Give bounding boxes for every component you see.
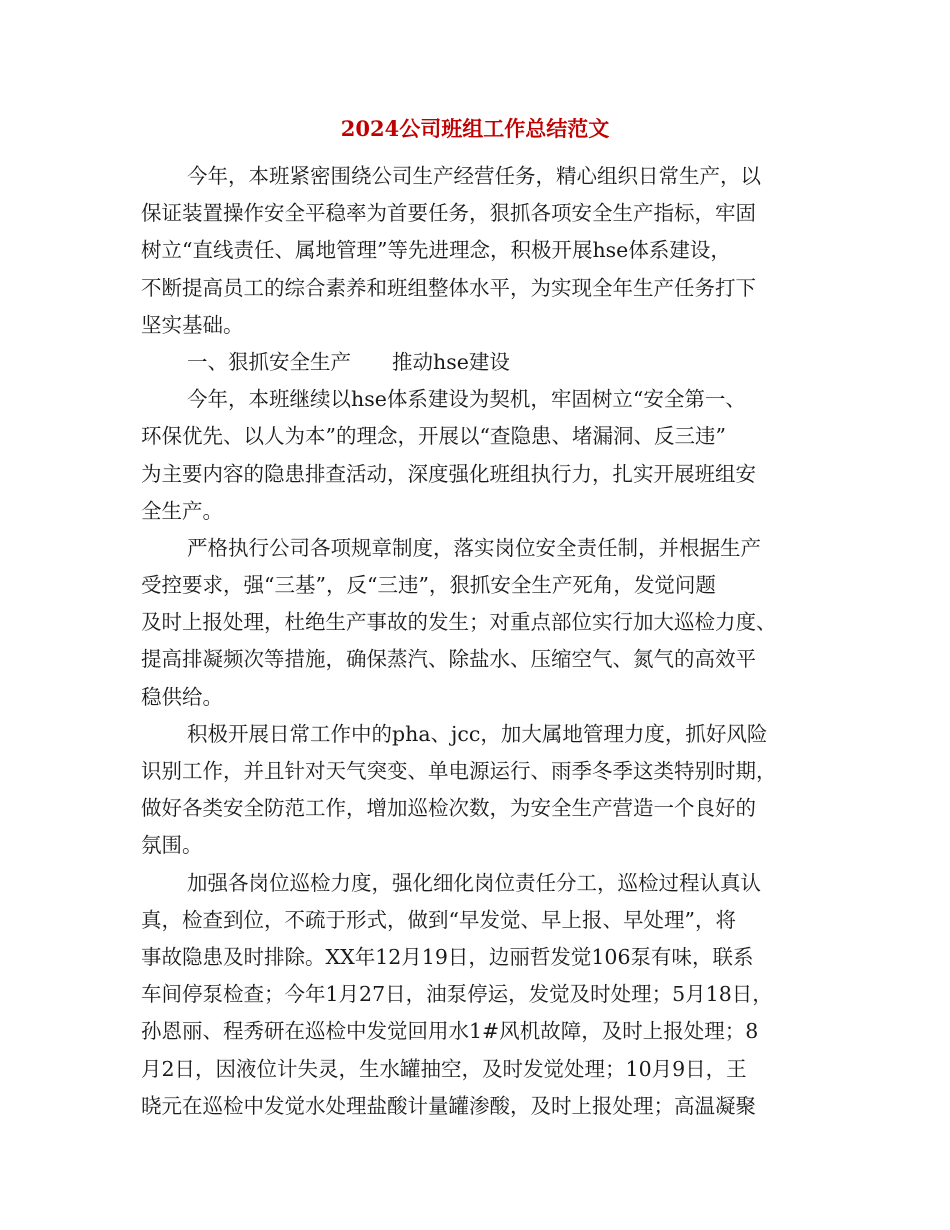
text-line: 今年，本班继续以hse体系建设为契机，牢固树立“安全第一、 [187,387,746,412]
text-line: 提高排凝频次等措施，确保蒸汽、除盐水、压缩空气、氮气的高效平 [141,647,756,672]
text-line: 及时上报处理，杜绝生产事故的发生；对重点部位实行加大巡检力度、 [141,610,777,635]
document-body [141,158,821,1125]
text-line: 一、狠抓安全生产 推动hse建设 [187,349,510,374]
text-line: 不断提高员工的综合素养和班组整体水平，为实现全年生产任务打下 [141,275,756,300]
paragraph [141,381,821,530]
text-line: 稳供给。 [141,684,223,709]
paragraph [141,716,821,865]
text-line: 月2日，因液位计失灵，生水罐抽空，及时发觉处理；10月9日，王 [141,1056,747,1081]
text-line: 树立“直线责任、属地管理”等先进理念，积极开展hse体系建设， [141,238,731,263]
text-line: 积极开展日常工作中的pha、jcc，加大属地管理力度，抓好风险 [187,721,768,746]
text-line: 真，检查到位，不疏于形式，做到“早发觉、早上报、早处理”，将 [141,907,736,932]
text-line: 车间停泵检查；今年1月27日，油泵停运，发觉及时处理；5月18日， [141,982,773,1007]
text-line: 坚实基础。 [141,312,244,337]
text-line: 受控要求，强“三基”，反“三违”，狠抓安全生产死角，发觉问题 [141,573,716,598]
document-title: 2024公司班组工作总结范文 [340,116,610,141]
paragraph [141,158,821,344]
paragraph [141,344,821,381]
paragraph [141,530,821,716]
text-line: 全生产。 [141,498,223,523]
text-line: 氛围。 [141,833,203,858]
text-line: 今年，本班紧密围绕公司生产经营任务，精心组织日常生产，以 [187,164,761,188]
text-line: 识别工作，并且针对天气突变、单电源运行、雨季冬季这类特别时期， [141,759,777,783]
text-line: 为主要内容的隐患排查活动，深度强化班组执行力，扎实开展班组安 [141,461,756,486]
text-line: 晓元在巡检中发觉水处理盐酸计量罐渗酸，及时上报处理；高温凝聚 [141,1093,756,1118]
text-line: 事故隐患及时排除。XX年12月19日，边丽哲发觉106泵有味，联系 [141,944,754,969]
text-line: 保证装置操作安全平稳率为首要任务，狠抓各项安全生产指标，牢固 [141,201,756,226]
paragraph [141,865,821,1125]
text-line: 做好各类安全防范工作，增加巡检次数，为安全生产营造一个良好的 [141,796,756,821]
text-line: 严格执行公司各项规章制度，落实岗位安全责任制，并根据生产 [187,535,761,560]
text-line: 孙恩丽、程秀研在巡检中发觉回用水1#风机故障，及时上报处理；8 [141,1019,759,1044]
text-line: 环保优先、以人为本”的理念，开展以“查隐患、堵漏洞、反三违” [141,424,726,449]
text-line: 加强各岗位巡检力度，强化细化岗位责任分工，巡检过程认真认 [187,870,761,895]
